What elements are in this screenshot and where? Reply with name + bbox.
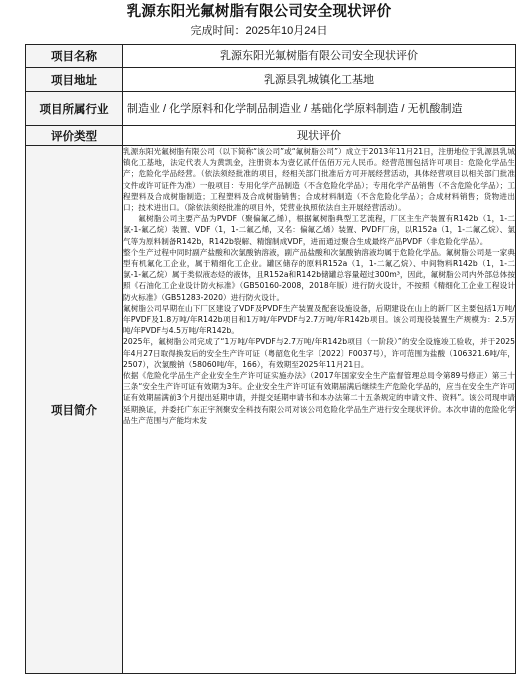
- project-address-value: 乳源县乳城镇化工基地: [123, 68, 516, 92]
- summary-paragraph: 乳源东阳光氟树脂有限公司（以下简称“该公司”或“氟树脂公司”）成立于2013年11月21日，注册地位于乳源县乳城镇化工基地，法定代表人为黄凯金，注册资本为壹亿贰仟伍佰万元人民币。经营范围包括许可项目：危险化学品生产；危险化学品经营。（依法须经批准的项目，经相关部门批准后方可开展经营活动，具体经营项目以相关部门批准文件或许可证件为准）一般项目：专用化学产品制造（不含危险化学品）；专用化学产品销售（不含危险化学品）；工程塑料及合成树脂制造；工程塑料及合成树脂销售；合成材料制造（不含危险化学品）；合成材料销售；货物进出口；技术进出口。（除依法须经批准的项目外，凭营业执照依法自主开展经营活动）。: [123, 147, 515, 213]
- summary-paragraph: 氟树脂公司主要产品为PVDF（聚偏氟乙烯），根据氟树脂典型工艺流程，厂区主生产装置有R142b（1，1-二氯-1-氟乙烷）装置、VDF（1，1-二氟乙烯，又名：偏氟乙烯）装置、PVDF厂房，以R152a（1，1-二氟乙烷）、氯气等为原料制备R142b，R142b裂解、精馏制成VDF，进而通过聚合生成最终产品PVDF（非危险化学品）。: [123, 214, 515, 246]
- document-title: 乳源东阳光氟树脂有限公司安全现状评价: [126, 3, 392, 20]
- row-summary: [26, 146, 516, 674]
- row-evaluation-type: [26, 126, 516, 146]
- project-name-value: 乳源东阳光氟树脂有限公司安全现状评价: [123, 45, 516, 68]
- summary-paragraph: 2025年，氟树脂公司完成了“1万吨/年PVDF与2.7万吨/年R142b项目（一阶段）”的安全设施竣工验收，并于2025年4月27日取得换发后的安全生产许可证（粤韶危化生字〔2022〕F0037号），许可范围为盐酸（106321.6吨/年，2507），次氯酸钠（58060吨/年，166），有效期至2025年11月21日。: [123, 337, 515, 369]
- completion-date: 完成时间：2025年10月24日: [190, 25, 328, 37]
- summary-body: [123, 146, 516, 674]
- project-name-label: 项目名称: [26, 45, 123, 68]
- summary-paragraph: 依据《危险化学品生产企业安全生产许可证实施办法》（2017年国家安全生产监督管理总局令第89号修正）第三十三条“安全生产许可证有效期为3年。企业安全生产许可证有效期届满后继续生产危险化学品的，应当在安全生产许可证有效期届满前3个月提出延期申请，并提交延期申请书和本办法第二十五条规定的申请文件、资料”。该公司现申请延期换证，并委托广东正宇剂聚安全科技有限公司对该公司危险化学品生产进行安全现状评价。本次申请的危险化学品生产范围与产能均未发: [123, 371, 515, 425]
- row-project-address: [26, 68, 516, 92]
- project-info-table: [25, 44, 516, 674]
- summary-paragraph: 氟树脂公司早期在山下厂区建设了VDF及PVDF生产装置及配套设施设备，后期建设在山上的新厂区主要包括1万吨/年PVDF及1.8万吨/年R142b项目和1万吨/年PVDF与2.7万吨/年R142b项目。该公司现役装置生产规模为：2.5万吨/年PVDF与4.5万吨/年R142b。: [123, 303, 515, 336]
- summary-text: [123, 146, 515, 673]
- row-industry: [26, 92, 516, 126]
- project-address-label: 项目地址: [26, 68, 123, 92]
- summary-paragraph: 整个生产过程中同时副产盐酸和次氯酸钠溶液，副产品盐酸和次氯酸钠溶液均属于危险化学品。氟树脂公司是一家典型有机氟化工企业，属于精细化工企业。罐区储存的原料R152a（1，1-二氟乙烷）、中间物料R142b（1，1-二氯-1-氟乙烷）属于类似液态烃的液体，且R152a和R142b储罐总容量超过300m³，因此，氟树脂公司内外部总体按照《石油化工企业设计防火标准》（GB50160-2008，2018年版）进行防火设计，不按照《精细化工企业工程设计防火标准》（GB51283-2020）进行防火设计。: [123, 247, 515, 302]
- summary-label: 项目简介: [26, 146, 123, 674]
- industry-label: 项目所属行业: [26, 92, 123, 126]
- industry-value: 制造业 / 化学原料和化学制品制造业 / 基础化学原料制造 / 无机酸制造: [123, 92, 516, 126]
- row-project-name: [26, 45, 516, 68]
- evaluation-type-label: 评价类型: [26, 126, 123, 146]
- evaluation-type-value: 现状评价: [123, 126, 516, 146]
